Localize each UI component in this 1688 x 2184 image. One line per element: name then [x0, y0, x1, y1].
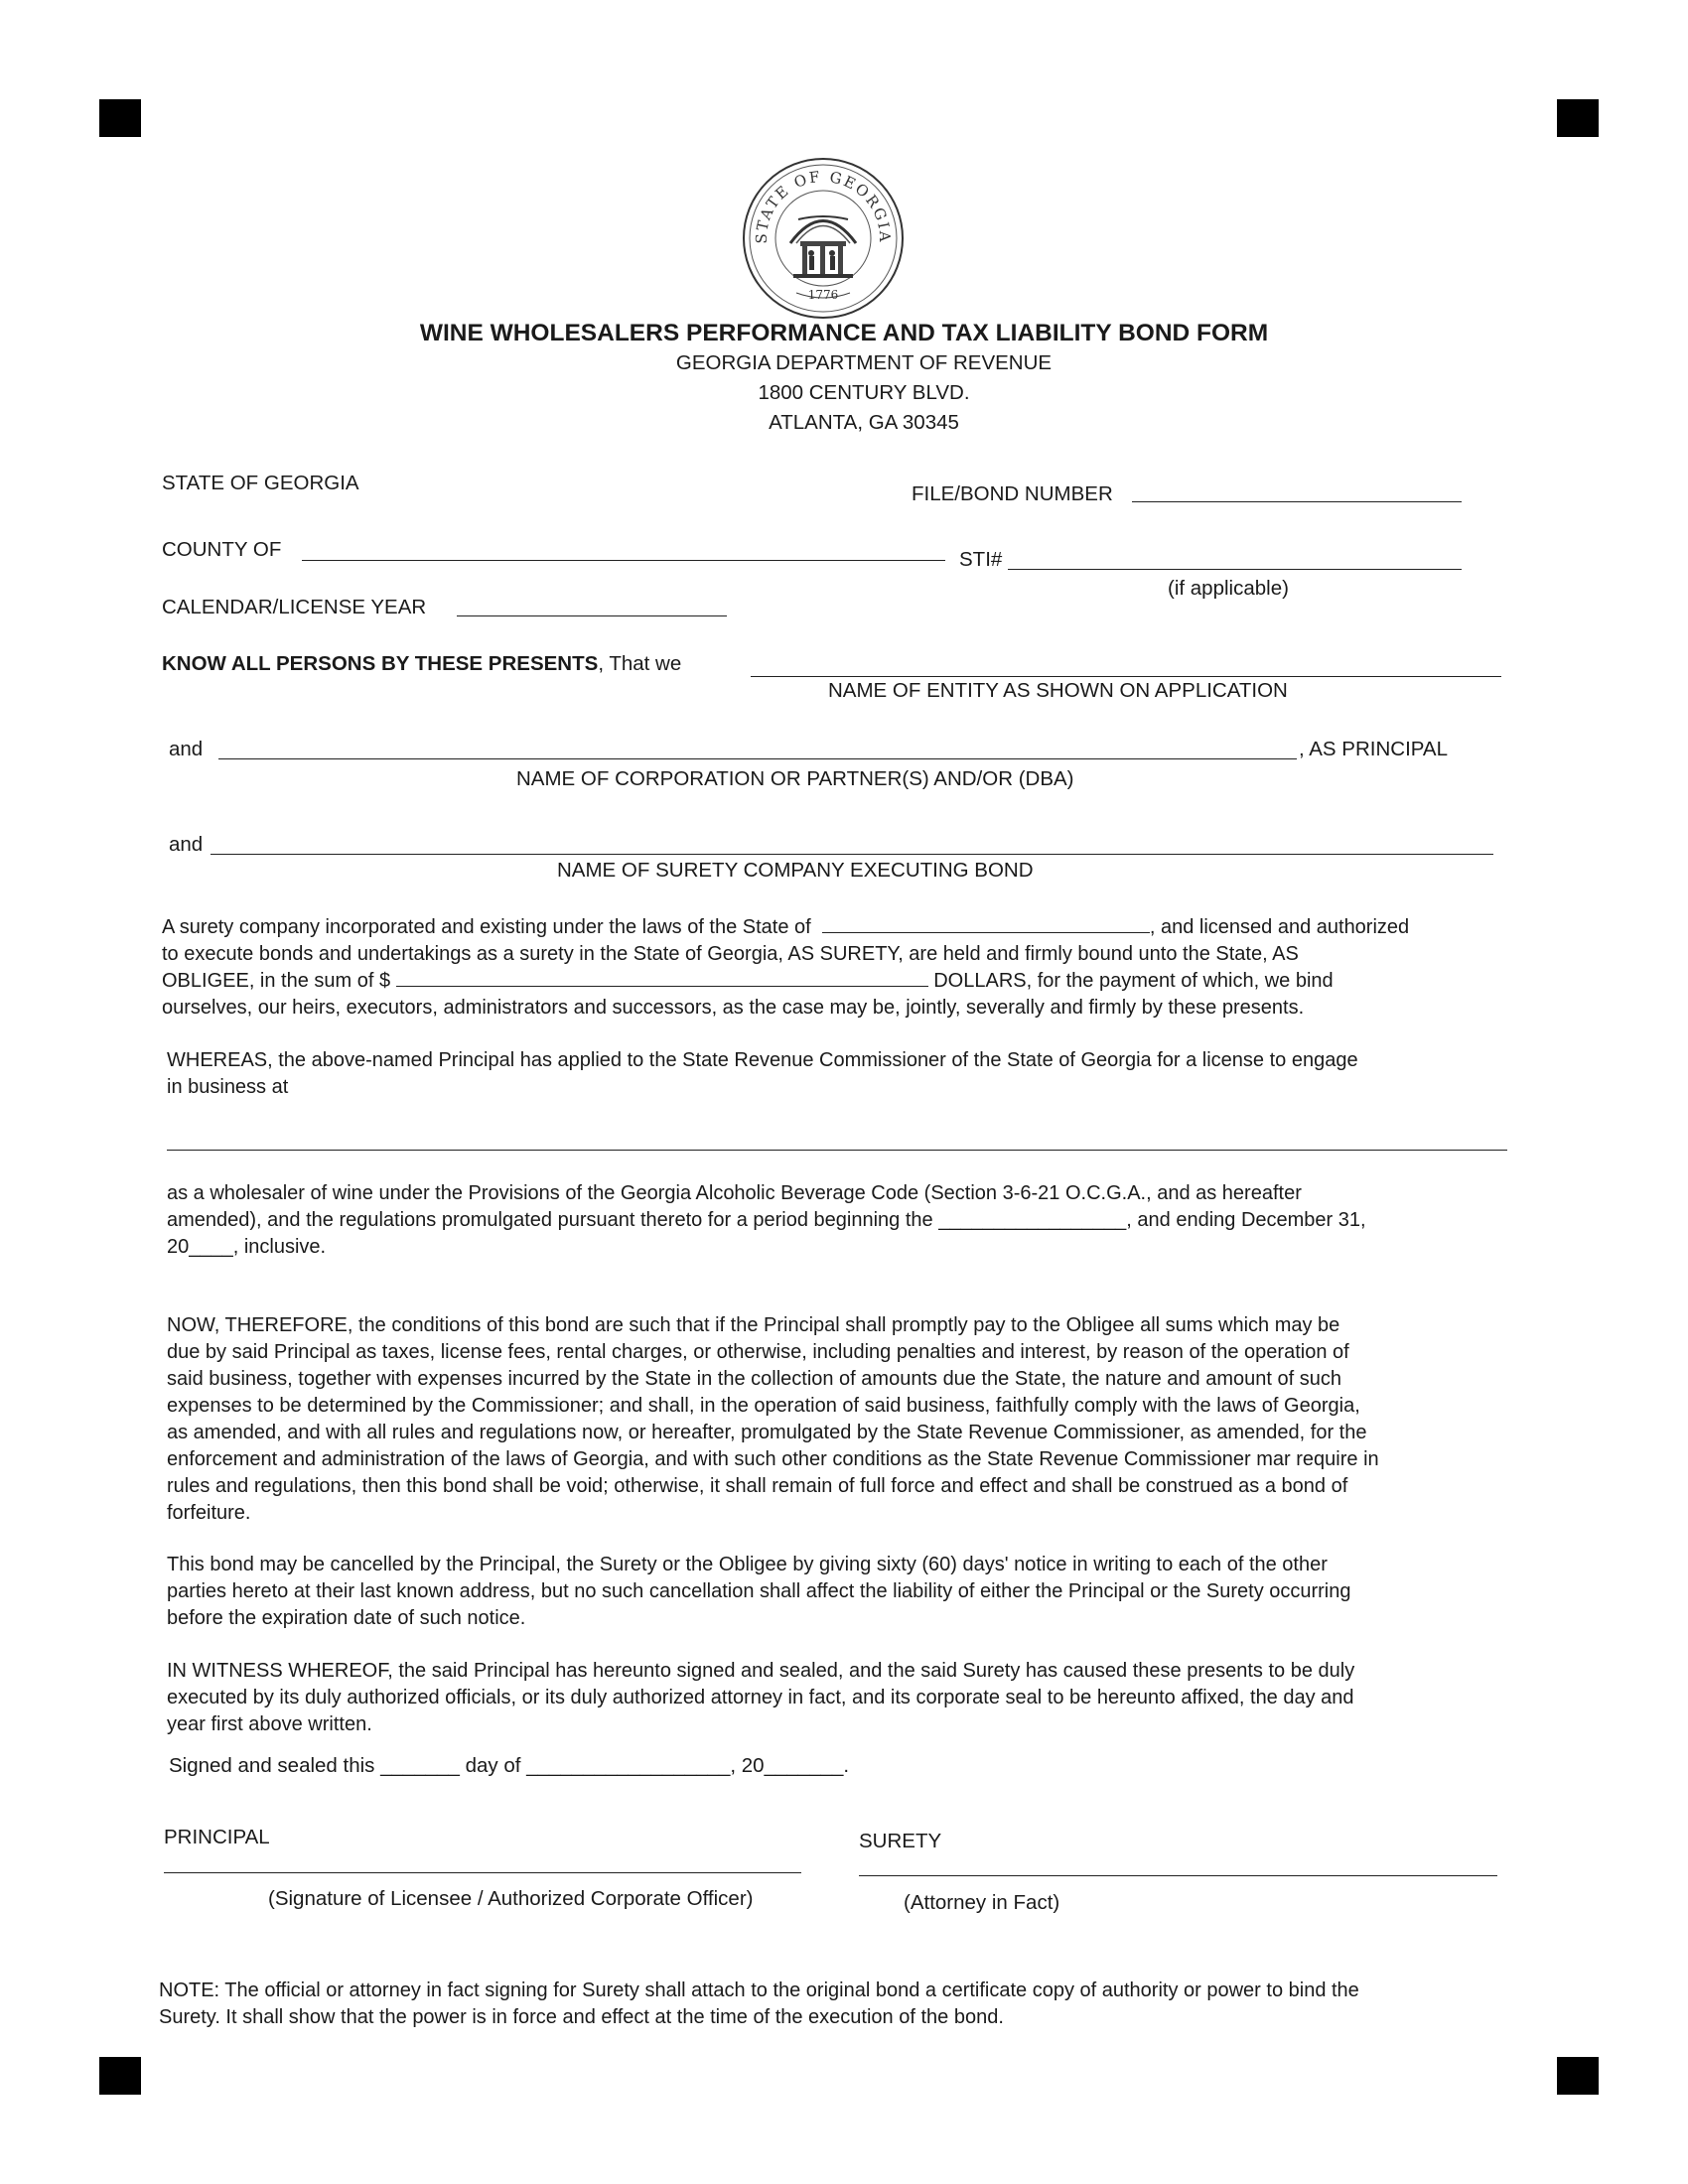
cancellation-line: parties hereto at their last known address, but no such cancellation shall affect the liability of either the Principal or the Surety occurring: [167, 1580, 1351, 1602]
file-bond-number-field[interactable]: [1132, 501, 1462, 502]
whereas-line-1: WHEREAS, the above-named Principal has applied to the State Revenue Commissioner of the State of Georgia for a license to engage: [167, 1049, 1358, 1071]
license-year-label: CALENDAR/LICENSE YEAR: [162, 596, 427, 618]
surety-paragraph-line-2: to execute bonds and undertakings as a surety in the State of Georgia, AS SURETY, are held and firmly bound unto the State, AS: [162, 943, 1299, 965]
and-label-principal: and: [169, 738, 204, 760]
registration-mark-top-right: [1557, 99, 1599, 137]
surety-paragraph-line-1a: A surety company incorporated and existing under the laws of the State of: [162, 916, 811, 938]
county-label: COUNTY OF: [162, 538, 282, 561]
surety-paragraph-line-3b: DOLLARS, for the payment of which, we bind: [933, 970, 1334, 992]
witness-paragraph: [167, 1658, 1537, 1738]
now-therefore-paragraph: [167, 1312, 1537, 1527]
surety-company-caption: NAME OF SURETY COMPANY EXECUTING BOND: [557, 859, 1034, 882]
surety-label: SURETY: [859, 1830, 942, 1852]
surety-paragraph-line-4: ourselves, our heirs, executors, administrators and successors, as the case may be, jointly, severally and firmly by these presents.: [162, 997, 1305, 1019]
and-label-surety: and: [169, 833, 204, 856]
registration-mark-top-left: [99, 99, 141, 137]
note-paragraph: [159, 1978, 1539, 2031]
business-address-field[interactable]: [167, 1150, 1507, 1151]
surety-signature-field[interactable]: [859, 1875, 1497, 1876]
registration-mark-bottom-right: [1557, 2057, 1599, 2095]
know-all-persons-line: [162, 651, 681, 678]
witness-line: executed by its duly authorized officials, or its duly authorized attorney in fact, and its corporate seal to be hereunto affixed, the day and: [167, 1687, 1354, 1708]
surety-paragraph: [162, 914, 1532, 1022]
wholesaler-line-3: 20____, inclusive.: [167, 1236, 327, 1258]
surety-state-field[interactable]: [822, 914, 1150, 933]
entity-name-field[interactable]: [751, 676, 1501, 677]
now-therefore-line: due by said Principal as taxes, license fees, rental charges, or otherwise, including penalties and interest, by reason of the operation of: [167, 1341, 1349, 1363]
note-line: NOTE: The official or attorney in fact signing for Surety shall attach to the original bond a certificate copy of authority or power to bind the: [159, 1979, 1359, 2001]
svg-text:STATE OF GEORGIA: STATE OF GEORGIA: [752, 167, 895, 244]
now-therefore-line: expenses to be determined by the Commissioner; and shall, in the operation of said business, faithfully comply with the laws of Georgia,: [167, 1395, 1360, 1417]
department-city: ATLANTA, GA 30345: [769, 411, 959, 434]
department-name: GEORGIA DEPARTMENT OF REVENUE: [675, 351, 1053, 374]
now-therefore-line: NOW, THEREFORE, the conditions of this bond are such that if the Principal shall promptly pay to the Obligee all sums which may be: [167, 1314, 1340, 1336]
now-therefore-line: rules and regulations, then this bond shall be void; otherwise, it shall remain of full force and effect and shall be construed as a bond of: [167, 1475, 1348, 1497]
whereas-line-2: in business at: [167, 1076, 289, 1098]
principal-name-field[interactable]: [218, 758, 1297, 759]
form-title: WINE WHOLESALERS PERFORMANCE AND TAX LIABILITY BOND FORM: [419, 320, 1269, 346]
cancellation-line: before the expiration date of such notice.: [167, 1607, 526, 1629]
license-year-field[interactable]: [457, 615, 727, 616]
corporation-name-caption: NAME OF CORPORATION OR PARTNER(S) AND/OR (DBA): [516, 767, 1074, 790]
witness-line: year first above written.: [167, 1713, 372, 1735]
file-bond-number-label: FILE/BOND NUMBER: [912, 482, 1113, 505]
principal-signature-caption: (Signature of Licensee / Authorized Corporate Officer): [268, 1887, 754, 1910]
entity-name-caption: NAME OF ENTITY AS SHOWN ON APPLICATION: [828, 679, 1288, 702]
as-principal-label: , AS PRINCIPAL: [1299, 738, 1449, 760]
now-therefore-line: enforcement and administration of the laws of Georgia, and with such other conditions as the State Revenue Commissioner mar require in: [167, 1448, 1379, 1470]
surety-company-field[interactable]: [211, 854, 1493, 855]
surety-paragraph-line-3a: OBLIGEE, in the sum of $: [162, 970, 391, 992]
svg-text:1776: 1776: [807, 288, 839, 302]
that-we-label: , That we: [598, 652, 682, 675]
georgia-state-seal: [739, 154, 908, 323]
principal-label: PRINCIPAL: [164, 1826, 270, 1848]
surety-paragraph-line-1b: , and licensed and authorized: [1149, 916, 1410, 938]
state-label: STATE OF GEORGIA: [162, 472, 359, 494]
witness-line: IN WITNESS WHEREOF, the said Principal has hereunto signed and sealed, and the said Surety has caused these presents to be duly: [167, 1660, 1355, 1682]
registration-mark-bottom-left: [99, 2057, 141, 2095]
now-therefore-line: said business, together with expenses incurred by the State in the collection of amounts due the State, the nature and amount of such: [167, 1368, 1341, 1390]
department-street: 1800 CENTURY BLVD.: [758, 381, 970, 404]
principal-signature-field[interactable]: [164, 1872, 801, 1873]
note-line: Surety. It shall show that the power is in force and effect at the time of the execution of the bond.: [159, 2006, 1004, 2028]
sti-field[interactable]: [1008, 569, 1462, 570]
wholesaler-line-1: as a wholesaler of wine under the Provisions of the Georgia Alcoholic Beverage Code (Section 3-6-21 O.C.G.A., and as hereafter: [167, 1182, 1302, 1204]
now-therefore-line: as amended, and with all rules and regulations now, or hereafter, promulgated by the State Revenue Commissioner, as amended, for the: [167, 1422, 1367, 1443]
now-therefore-line: forfeiture.: [167, 1502, 251, 1524]
surety-signature-caption: (Attorney in Fact): [904, 1891, 1060, 1914]
sti-label: STI#: [959, 548, 1003, 571]
signed-sealed-line: Signed and sealed this _______ day of __________________, 20_______.: [169, 1754, 850, 1777]
county-field[interactable]: [302, 560, 945, 561]
whereas-paragraph: [167, 1047, 1537, 1101]
wholesaler-line-2: amended), and the regulations promulgated pursuant thereto for a period beginning the _________________, and ending December 31,: [167, 1209, 1366, 1231]
if-applicable-note: (if applicable): [1168, 577, 1289, 600]
cancellation-line: This bond may be cancelled by the Principal, the Surety or the Obligee by giving sixty (60) days' notice in writing to each of the other: [167, 1554, 1328, 1575]
bond-amount-field[interactable]: [396, 968, 928, 987]
know-all-persons-label: KNOW ALL PERSONS BY THESE PRESENTS: [162, 652, 599, 675]
cancellation-paragraph: [167, 1552, 1537, 1632]
wholesaler-paragraph: [167, 1180, 1537, 1261]
